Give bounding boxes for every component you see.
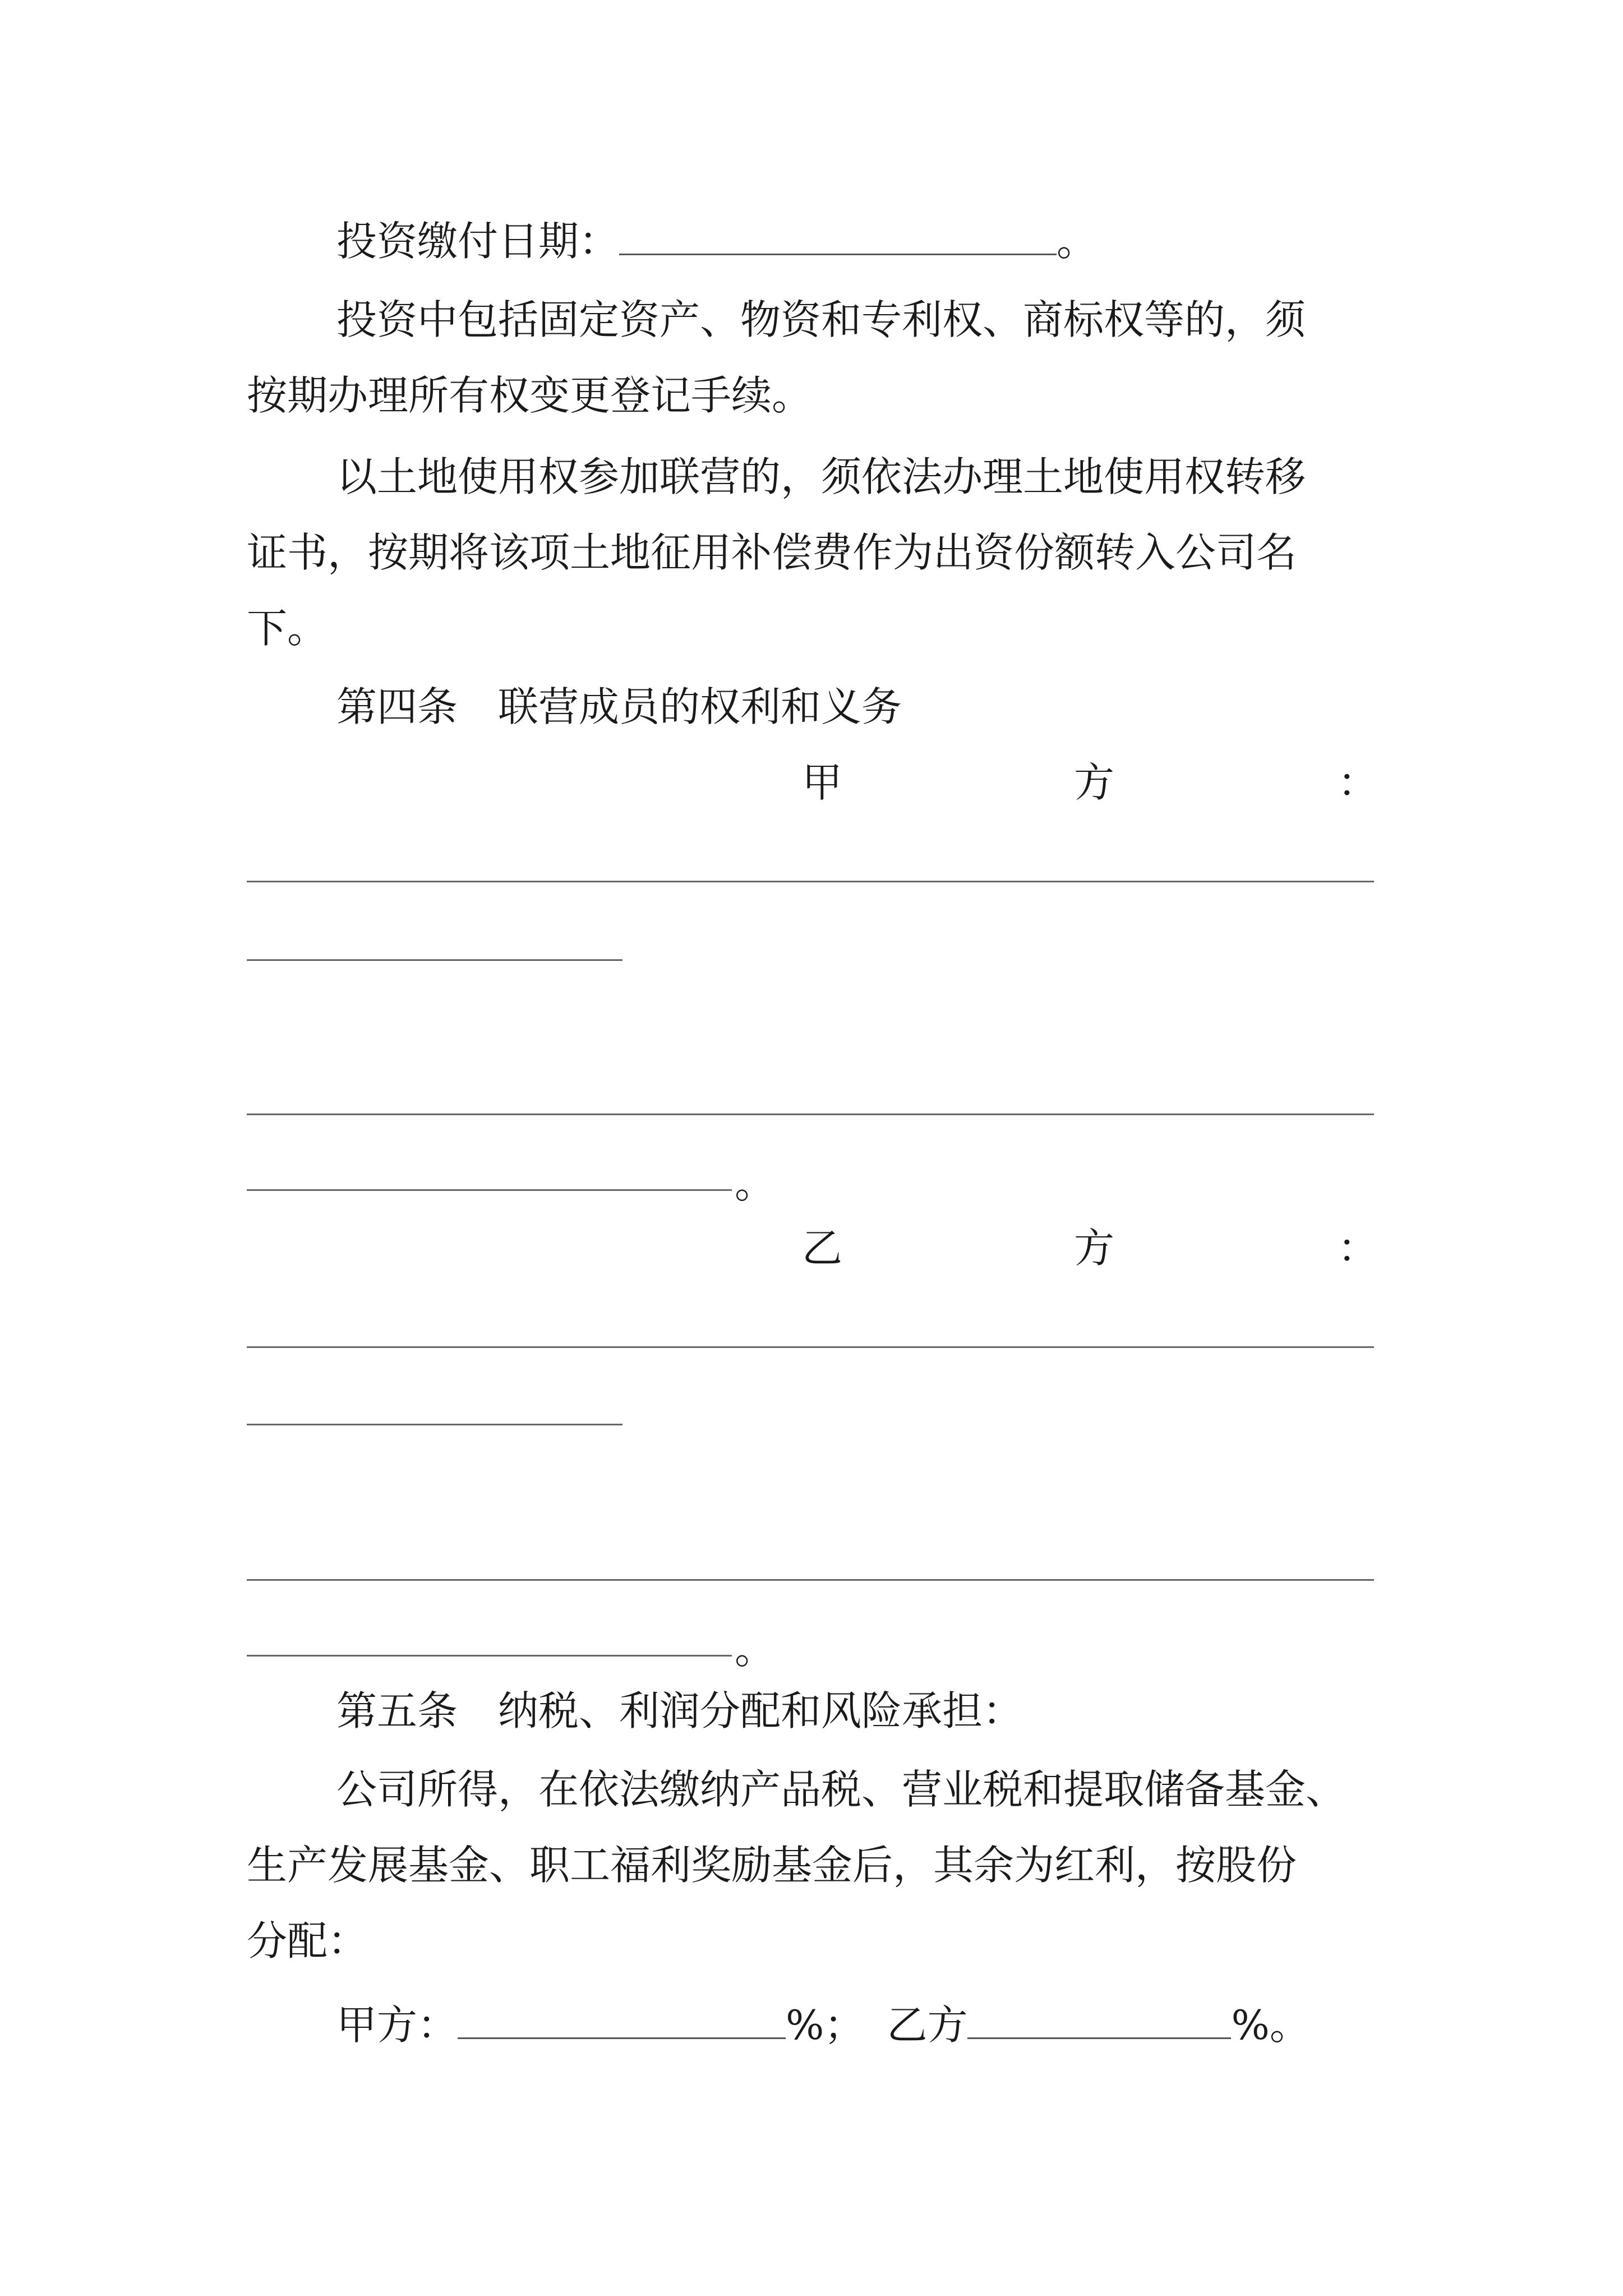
investment-date-end: 。	[1057, 218, 1098, 265]
para-fixed-assets-line2: 按期办理所有权变更登记手续。	[247, 372, 813, 419]
party-b-end: 。	[735, 1626, 776, 1673]
investment-date-line	[336, 213, 1380, 269]
para-land-line2: 证书，按期将该项土地征用补偿费作为出资份额转入公司名	[247, 529, 1297, 576]
party-a-end: 。	[735, 1160, 776, 1207]
party-a-colon: ：	[1338, 759, 1378, 806]
party-b-char1: 乙	[802, 1225, 843, 1272]
share-party-b-label: 乙方	[887, 2001, 968, 2049]
party-a-char2: 方	[1074, 759, 1115, 806]
share-party-b-blank[interactable]	[967, 2000, 1231, 2039]
share-party-a-blank[interactable]	[458, 2000, 786, 2039]
para-profit-line2: 生产发展基金、职工福利奖励基金后，其余为红利，按股份	[247, 1842, 1297, 1889]
party-b-blank-line3[interactable]	[247, 1579, 1374, 1581]
share-party-a-label: 甲方：	[336, 2001, 458, 2049]
party-b-char2: 方	[1074, 1225, 1115, 1272]
party-a-char1: 甲	[802, 759, 843, 806]
party-a-blank-line1[interactable]	[247, 881, 1374, 882]
para-profit-line3: 分配：	[247, 1917, 368, 1964]
party-a-blank-line4[interactable]	[247, 1189, 732, 1191]
party-b-blank-line4[interactable]	[247, 1655, 732, 1657]
party-b-blank-line2[interactable]	[247, 1424, 623, 1425]
share-party-a-pct: %；	[786, 2001, 865, 2049]
para-land-line3: 下。	[247, 605, 328, 652]
share-party-b-pct: %。	[1231, 2001, 1310, 2049]
party-a-blank-line2[interactable]	[247, 959, 623, 961]
party-a-blank-line3[interactable]	[247, 1114, 1374, 1115]
party-b-colon: ：	[1338, 1225, 1378, 1272]
investment-date-blank[interactable]	[619, 217, 1057, 255]
investment-date-label: 投资缴付日期：	[336, 218, 620, 265]
article4-heading: 第四条 联营成员的权利和义务	[336, 683, 902, 730]
para-land-line1: 以土地使用权参加联营的，须依法办理土地使用权转移	[336, 453, 1306, 500]
party-b-blank-line1[interactable]	[247, 1346, 1374, 1348]
article5-heading: 第五条 纳税、利润分配和风险承担：	[336, 1687, 1023, 1734]
para-fixed-assets-line1: 投资中包括固定资产、物资和专利权、商标权等的，须	[336, 296, 1306, 343]
para-profit-line1: 公司所得，在依法缴纳产品税、营业税和提取储备基金、	[336, 1766, 1347, 1813]
share-ratio-line	[336, 1997, 1380, 2053]
